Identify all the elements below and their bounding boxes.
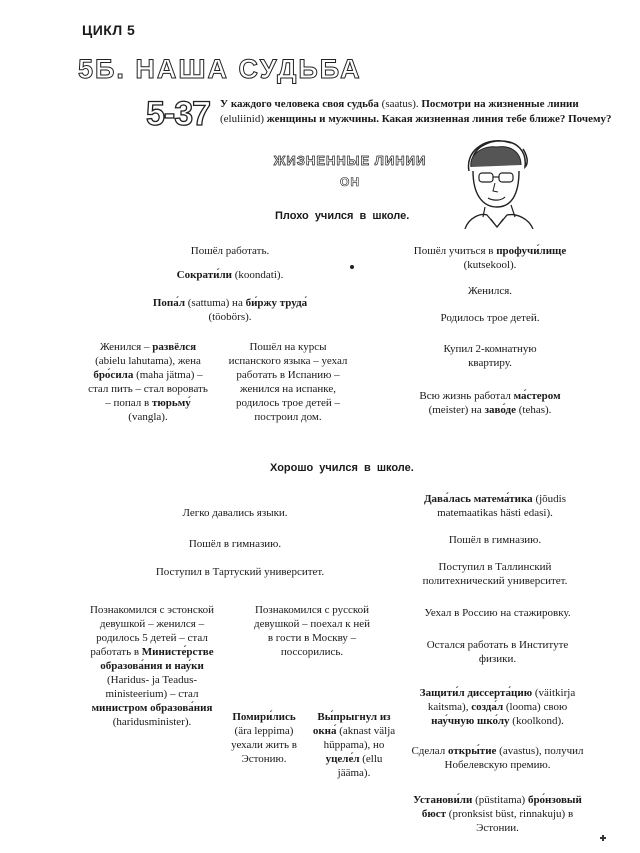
good-left-branch-c: Помири́лись (ära leppima) уехали жить в Эстонию. — [231, 711, 297, 765]
good-right-h1: Дава́лась матема́тика (jõudis matemaatikas hästi edasi). — [423, 493, 566, 519]
good-left-branch-a: Познакомился с эстонской девушкой – женился – родилось 5 детей – стал работать в Министе́рстве образова́ния и нау́ки (Haridus- ja Teadus-ministeerium) – стал министром образова́ния (haridusminister). — [89, 604, 214, 728]
bad-left-branch-a: Женился – развёлся (abielu lahutama), жена бро́сила (maha jätma) – стал пить – стал воровать – попал в тюрьму́ (vangla). — [88, 341, 208, 423]
cycle-label: ЦИКЛ 5 — [82, 22, 136, 38]
registration-mark-icon — [600, 835, 606, 841]
good-right-h5: Остался работать в Институте физики. — [426, 639, 569, 665]
bad-right-r1: Пошёл учиться в профучи́лище (kutsekool). — [413, 245, 567, 271]
bad-right-r5: Всю жизнь работал ма́стером (meister) на заво́де (tehas). — [419, 390, 561, 416]
bad-right-r3: Родилось трое детей. — [440, 312, 540, 324]
heading-bad-school: Плохо учился в школе. — [275, 210, 410, 222]
good-left-g3: Поступил в Тартуский университет. — [155, 566, 325, 578]
bad-left-p1: Пошёл работать. — [190, 245, 270, 257]
heading-good-school: Хорошо учился в школе. — [270, 462, 414, 474]
section-subject: ОН — [340, 175, 360, 189]
good-right-h8: Установи́ли (püstitama) бро́нзовый бюст (pronksist büst, rinnakuju) в Эстонии. — [413, 794, 582, 834]
good-left-g2: Пошёл в гимназию. — [188, 538, 282, 550]
good-right-h2: Пошёл в гимназию. — [448, 534, 542, 546]
bad-right-r4: Купил 2-комнатную квартиру. — [443, 343, 537, 369]
bad-left-branch-b: Пошёл на курсы испанского языка – уехал работать в Испанию – женился на испанке, родилось трое детей – построил дом. — [228, 341, 348, 423]
bad-left-p3: Попа́л (sattuma) на би́ржу труда́ (töobörs). — [152, 297, 308, 323]
good-right-h4: Уехал в Россию на стажировку. — [424, 607, 571, 619]
good-right-h7: Сделал откры́тие (avastus), получил Нобелевскую премию. — [411, 745, 584, 771]
good-left-branch-d: Вы́прыгнул из окна́ (aknast välja hüppama), но уцеле́л (ellu jääma). — [312, 711, 396, 779]
good-left-g1: Легко давались языки. — [182, 507, 288, 519]
bullet-dot — [350, 265, 354, 269]
man-portrait-icon — [455, 137, 537, 229]
good-right-h6: Защити́л диссерта́цию (väitkirja kaitsma), созда́л (looma) свою нау́чную шко́лу (koolkond). — [419, 687, 576, 727]
good-left-branch-b: Познакомился с русской девушкой – поехал к ней в гости в Москву – поссорились. — [253, 604, 371, 658]
exercise-number: 5-37 — [146, 95, 211, 133]
good-right-h3: Поступил в Таллинский политехнический университет. — [422, 561, 568, 587]
bad-left-p2: Сократи́ли (koondati). — [176, 269, 284, 281]
exercise-instructions: У каждого человека своя судьба (saatus). Посмотри на жизненные линии (eluliinid) женщины и мужчины. Какая жизненная линия тебе ближе? Почему? — [220, 98, 612, 125]
section-title: ЖИЗНЕННЫЕ ЛИНИИ — [273, 153, 427, 168]
lesson-title: 5Б. НАША СУДЬБА — [78, 54, 362, 84]
bad-right-r2: Женился. — [467, 285, 513, 297]
